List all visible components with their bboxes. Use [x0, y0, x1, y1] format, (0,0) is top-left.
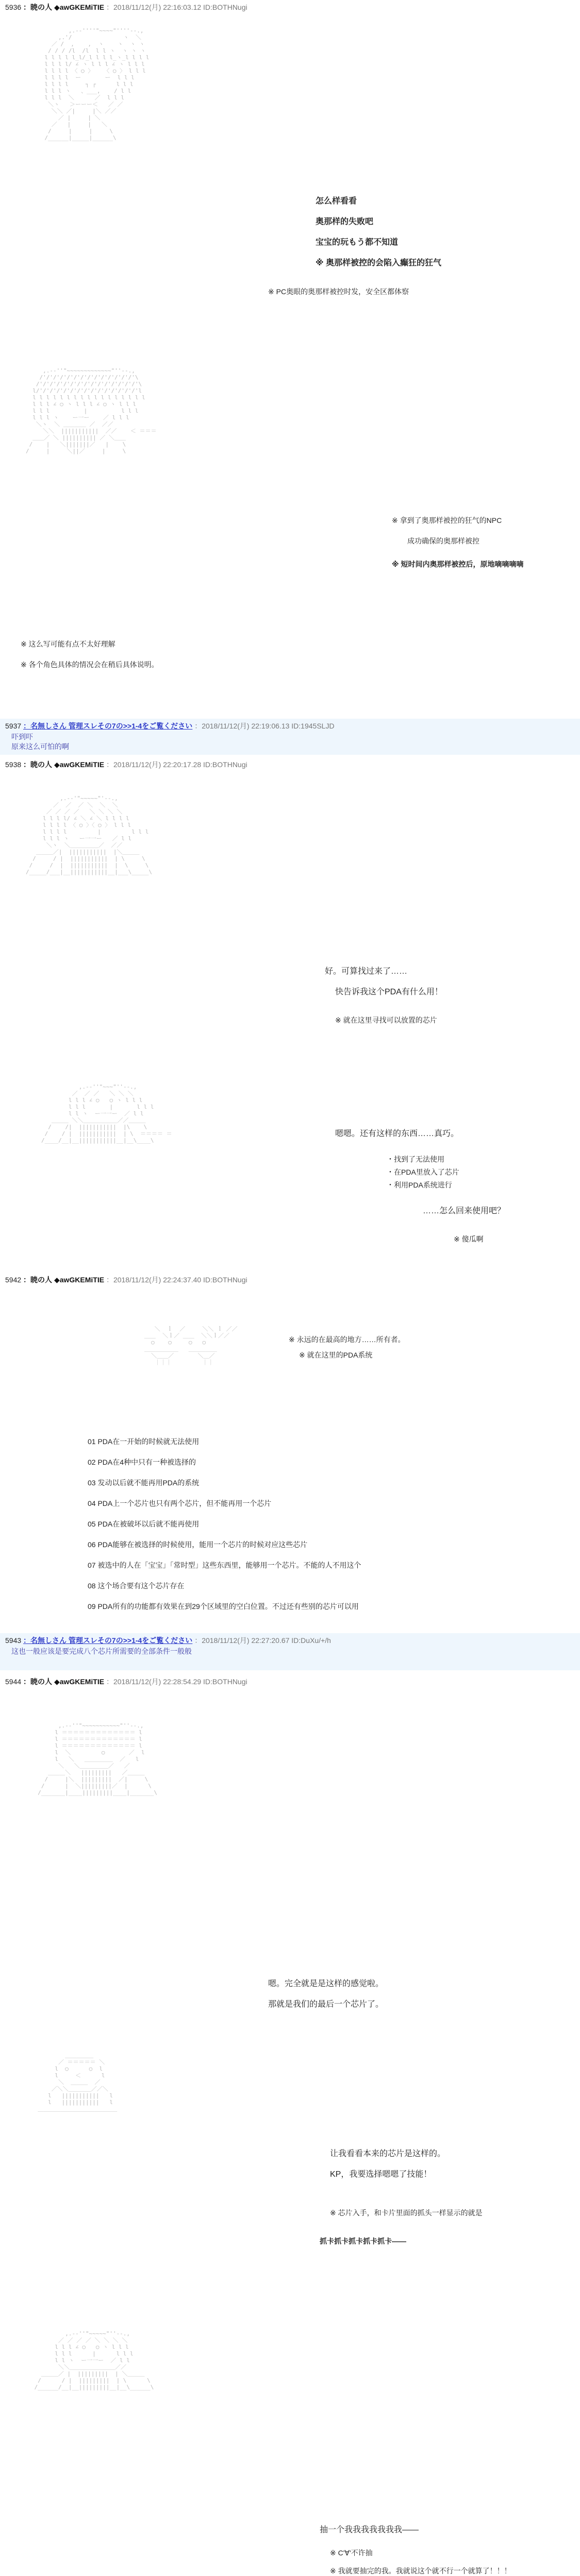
- note-line: ※ 短时间内奥那样被控后，原地嘀嘀嘀嘀: [392, 560, 524, 568]
- poster-trip: ◆awGKEMiTIE: [54, 1677, 105, 1686]
- post-body: 吓到吓 原来这么可怕的啊: [11, 733, 69, 751]
- post-number: 5938: [5, 760, 22, 769]
- post-number: 5936: [5, 3, 22, 11]
- ascii-art-character-2: ,.-‐''"~~~~~~~~~~~~~"''‐-., /'/'/'/'/'/'/'/'/'/'/'/'/'/'\ /'/'/'/'/'/'/'/'/'/'/'/'/'/'/'\ l/'/'/'/'/'/'/'/'/'/'/'/'/'/'/'l l l l l l l l l l l l l l l l l l l l l ∠ ○ ヽ l l l ∠ ○ ヽ l l l l l l | l l l l l l ヽ ー一ー ／ l l l ＼ヽ ＼ ＿＿＿＿ ／ ／／ ＼＼ ||||||||||| ／／ ＜ ＝＝＝ ＿＿／ ＼ |||||||||| ／ ＼＿＿ / | ＼|||||||／ | \ / | ＼||／ | \: [26, 367, 157, 454]
- dialogue-line: 奥那样的失败吧: [316, 217, 374, 226]
- post-number: 5943: [5, 1636, 22, 1645]
- post-header: [0, 1633, 580, 1646]
- post-header: [0, 757, 580, 770]
- post-5944: [0, 1674, 580, 2576]
- ascii-art-character: ,.-‐'"~~~~~"'‐-., ／ ／ ／ ＼ ＼ ＼ ／ ／ ／ ／ ＼ ＼ ＼ ＼ l l l l/ ∠ ＼ ∠ ＼ l l l l l l l l 〈 ○ 〉〈 ○ 〉 l l l l l l l | l l l l l l ヽ ー一一ー ／ l l ＼ヽ ＼＿＿＿＿＿／ ／／ ＿＿＿／| ||||||||||| |＼＿＿＿ / / | ||||||||||| | \ \ / / | ||||||||||| | \ \ /_____/___|__|||||||||||__|___\_____\: [26, 795, 153, 875]
- list-line: ・利用PDA系统进行: [387, 1181, 452, 1189]
- rule-07: 07 被选中的人在「宝宝」「常时型」这些东西里，能够用一个芯片。不能的人不用这个: [88, 1561, 361, 1569]
- rule-08: 08 这个场合要有这个芯片存在: [88, 1582, 185, 1590]
- post-header: [0, 0, 580, 12]
- post-header: [0, 719, 580, 731]
- poster-name[interactable]: ：暁の人: [23, 3, 53, 11]
- ascii-art-character-2: ,.-‐''"~~~"''‐-., ／ ／ ／ ＼ ＼ ＼ l l l ∠ ○ ○ ヽ l l l l l l | l l l l l ヽ ー一一ー ／ l l ＿＿＿ ＼＼＿＿＿＿＿＿／／＿＿＿ / /| ||||||||||| |\ \ / / | ||||||||||| | \ ＝＝＝＝ ＝ /____/__|__|||||||||||__|__\____\: [41, 1083, 172, 1144]
- poster-trip: ◆awGKEMiTIE: [54, 760, 105, 769]
- dialogue-line: ……怎么回来使用吧？: [423, 1207, 506, 1215]
- post-number: 5937: [5, 722, 22, 730]
- post-meta: ：2018/11/12(月) 22:28:54.29 ID:BOTHNugi: [106, 1677, 247, 1686]
- dialogue-line: 那就是我们的最后一个芯片了。: [268, 2000, 384, 2009]
- note-line: ※ 我就要抽完的我。我就说这个就不行一个就算了！！！: [330, 2567, 511, 2575]
- note-line: ※ 永远的在最高的地方……所有者。: [289, 1335, 405, 1344]
- note-line: ※ 就在这里寻找可以放置的芯片: [335, 1016, 437, 1024]
- rule-03: 03 发动以后就不能再用PDA的系统: [88, 1479, 200, 1487]
- dialogue-line: 嗯。完全就是是这样的感觉啦。: [268, 1979, 384, 1988]
- post-meta: ：2018/11/12(月) 22:16:03.12 ID:BOTHNugi: [106, 3, 247, 11]
- dialogue-line: 好。可算找过来了……: [325, 967, 408, 976]
- ascii-art-character: ＼ ｌ ／ ＼＼ ｌ ／／ ＿＿ ＼ｌ／ ＿＿ ＼＼ｌ／／ ○ ○ ○ ○ ＿＿＿＿＿＿ ＿＿＿＿＿ ＼＿＿／ ＼＿／ ｜｜｜ ｜｜: [144, 1326, 238, 1366]
- note-line: 成功确保的奥那样被控: [407, 537, 479, 545]
- ascii-art-character-3: ,.-‐''"~~~~~"''‐-., ／ ／ ／ ／ ＼ ＼ ＼ ＼ l l l ∠ ○ ○ ヽ l l l l l l | l l l l l ヽ ー一一ー ／ l l ＼＼＿＿＿＿＿＿＿＿／／ ＿＿＿／ | ||||||||| | ＼＿＿＿ / / | ||||||||| | \ \ /______/__|__|||||||||__|__\______\: [34, 2330, 154, 2391]
- post-number: 5944: [5, 1677, 22, 1686]
- post-body: 这也一般应该是要完成八个芯片所需要的全部条件一般般: [11, 1647, 192, 1655]
- rule-09: 09 PDA所有的功能都有效果在到29个区域里的空白位置。不过还有些别的芯片可以用: [88, 1602, 359, 1611]
- post-header: [0, 1273, 580, 1285]
- poster-trip: ◆awGKEMiTIE: [54, 3, 105, 11]
- note-line: ※ 各个角色具体的情况会在稍后具体说明。: [21, 660, 159, 669]
- dialogue-line: 抽一个我我我我我我我——: [320, 2526, 419, 2534]
- post-header: [0, 1674, 580, 1687]
- list-line: ・找到了无法使用: [387, 1155, 444, 1163]
- dialogue-line: 嗯嗯。还有这样的东西……真巧。: [335, 1129, 459, 1138]
- poster-name[interactable]: ：暁の人: [23, 1677, 53, 1686]
- note-line: ※ 傻瓜啊: [454, 1235, 484, 1243]
- post-meta: ：2018/11/12(月) 22:20:17.28 ID:BOTHNugi: [106, 760, 247, 769]
- rule-05: 05 PDA在被破坏以后就不能再使用: [88, 1520, 200, 1528]
- poster-name[interactable]: ：名無しさん 管理スレその7の>>1-4をご覧ください: [23, 1636, 193, 1645]
- note-line: ※ 就在这里的PDA系统: [299, 1351, 373, 1359]
- ascii-art-character-2: ＿＿＿＿＿ ／ ＝＝＝＝＝ ＼ l ○ ○ l l ＜ l ＼ ＿＿＿ ／ ／＼＼＿＿＿＿／／＼ l ||||||||||| l l ||||||||||| l ＿＿＿＿＿＿＿＿＿＿＿＿＿＿: [38, 2052, 118, 2112]
- post-meta: ：2018/11/12(月) 22:24:37.40 ID:BOTHNugi: [106, 1276, 247, 1284]
- post-meta: ：2018/11/12(月) 22:27:20.67 ID:DuXu/+/h: [194, 1636, 331, 1645]
- poster-name[interactable]: ：暁の人: [23, 1276, 53, 1284]
- post-5936: [0, 0, 580, 569]
- post-5938: [0, 757, 580, 1314]
- note-line: ※ 拿到了奥那样被控的狂气的NPC: [392, 516, 502, 524]
- post-meta: ：2018/11/12(月) 22:19:06.13 ID:1945SLJD: [194, 722, 335, 730]
- note-line: ※ 这么写可能有点不太好理解: [21, 640, 115, 648]
- note-line: ※ PC奥眼的奥那样被控时发，安全区都体察: [268, 287, 409, 296]
- dialogue-line: 抓卡抓卡抓卡抓卡抓卡——: [320, 2237, 406, 2245]
- list-line: ・在PDA里放入了芯片: [387, 1168, 459, 1176]
- rule-04: 04 PDA上一个芯片也只有两个芯片，但不能再用一个芯片: [88, 1499, 272, 1507]
- note-line: ※ C'∀'不许抽: [330, 2549, 373, 2557]
- dialogue-line: 怎么样看看: [316, 197, 357, 206]
- post-number: 5942: [5, 1276, 22, 1284]
- ascii-art-character: ,.-‐''''"~~~~"''''‐-., ,.'/ ヽ ＼ ／ / , , ヽ ヽ ヽ ヽ / / / /l /l l l ヽ ヽ ヽ ヽ l l l l l_l/_l l l l_ヽ_l l l l l l l l/ ∠ ヽ l l l ∠ ヽ l l l l l l l 〈 ○ 〉 〈 ○ 〉 l l l l l l l ー ー l l l l l l l ┐ ┌ l l l l l l ヽ 、___, / l l l l l ＼ ／ l l l ＼ヽ ＞ーーー＜ ／ ／ ＼＼ ／| |＼ ／／ ／ | | ＼ ／ | | ＼ / | | \ /______|_____|______\: [44, 27, 150, 141]
- dialogue-line: ※ 奥那样被控的会陷入癫狂的狂气: [316, 259, 442, 267]
- ascii-art-character: ,.-‐''"~~~~~~~~~~~"''‐-., l ＝＝＝＝＝＝＝＝＝＝＝＝＝ l l ＝＝＝＝＝＝＝＝＝＝＝＝＝ l l ＝＝＝＝＝＝＝＝＝＝＝＝＝ l l ＼ ○ ／ l l ＼ ＿＿＿＿＿ ／ l ＼ ＼＿＿＿＿＿／ ／ ＿＿＿＼ ||||||||| ／＿＿＿ / |＼ ||||||||| ／| \ / | ＼|||||||||／ | \ /_______|____|||||||||____|_______\: [38, 1722, 158, 1796]
- post-5937: [0, 719, 580, 755]
- rule-02: 02 PDA在4种中只有一种被选择的: [88, 1458, 196, 1466]
- poster-name[interactable]: ：暁の人: [23, 760, 53, 769]
- post-5943: [0, 1633, 580, 1670]
- dialogue-line: 让我看看本来的芯片是这样的。: [330, 2149, 446, 2158]
- poster-name[interactable]: ：名無しさん 管理スレその7の>>1-4をご覧ください: [23, 722, 193, 730]
- dialogue-line: 快告诉我这个PDA有什么用！: [335, 988, 443, 996]
- rule-06: 06 PDA能够在被选择的时候使用，能用一个芯片的时候对应这些芯片: [88, 1540, 308, 1549]
- poster-trip: ◆awGKEMiTIE: [54, 1276, 105, 1284]
- rule-01: 01 PDA在一开始的时候就无法使用: [88, 1437, 200, 1446]
- dialogue-line: KP，我要选择嗯嗯了技能！: [330, 2170, 432, 2179]
- dialogue-line: 宝宝的玩もう都不知道: [316, 238, 399, 247]
- note-line: ※ 芯片入手，和卡片里面的抓头一样显示的就是: [330, 2209, 483, 2217]
